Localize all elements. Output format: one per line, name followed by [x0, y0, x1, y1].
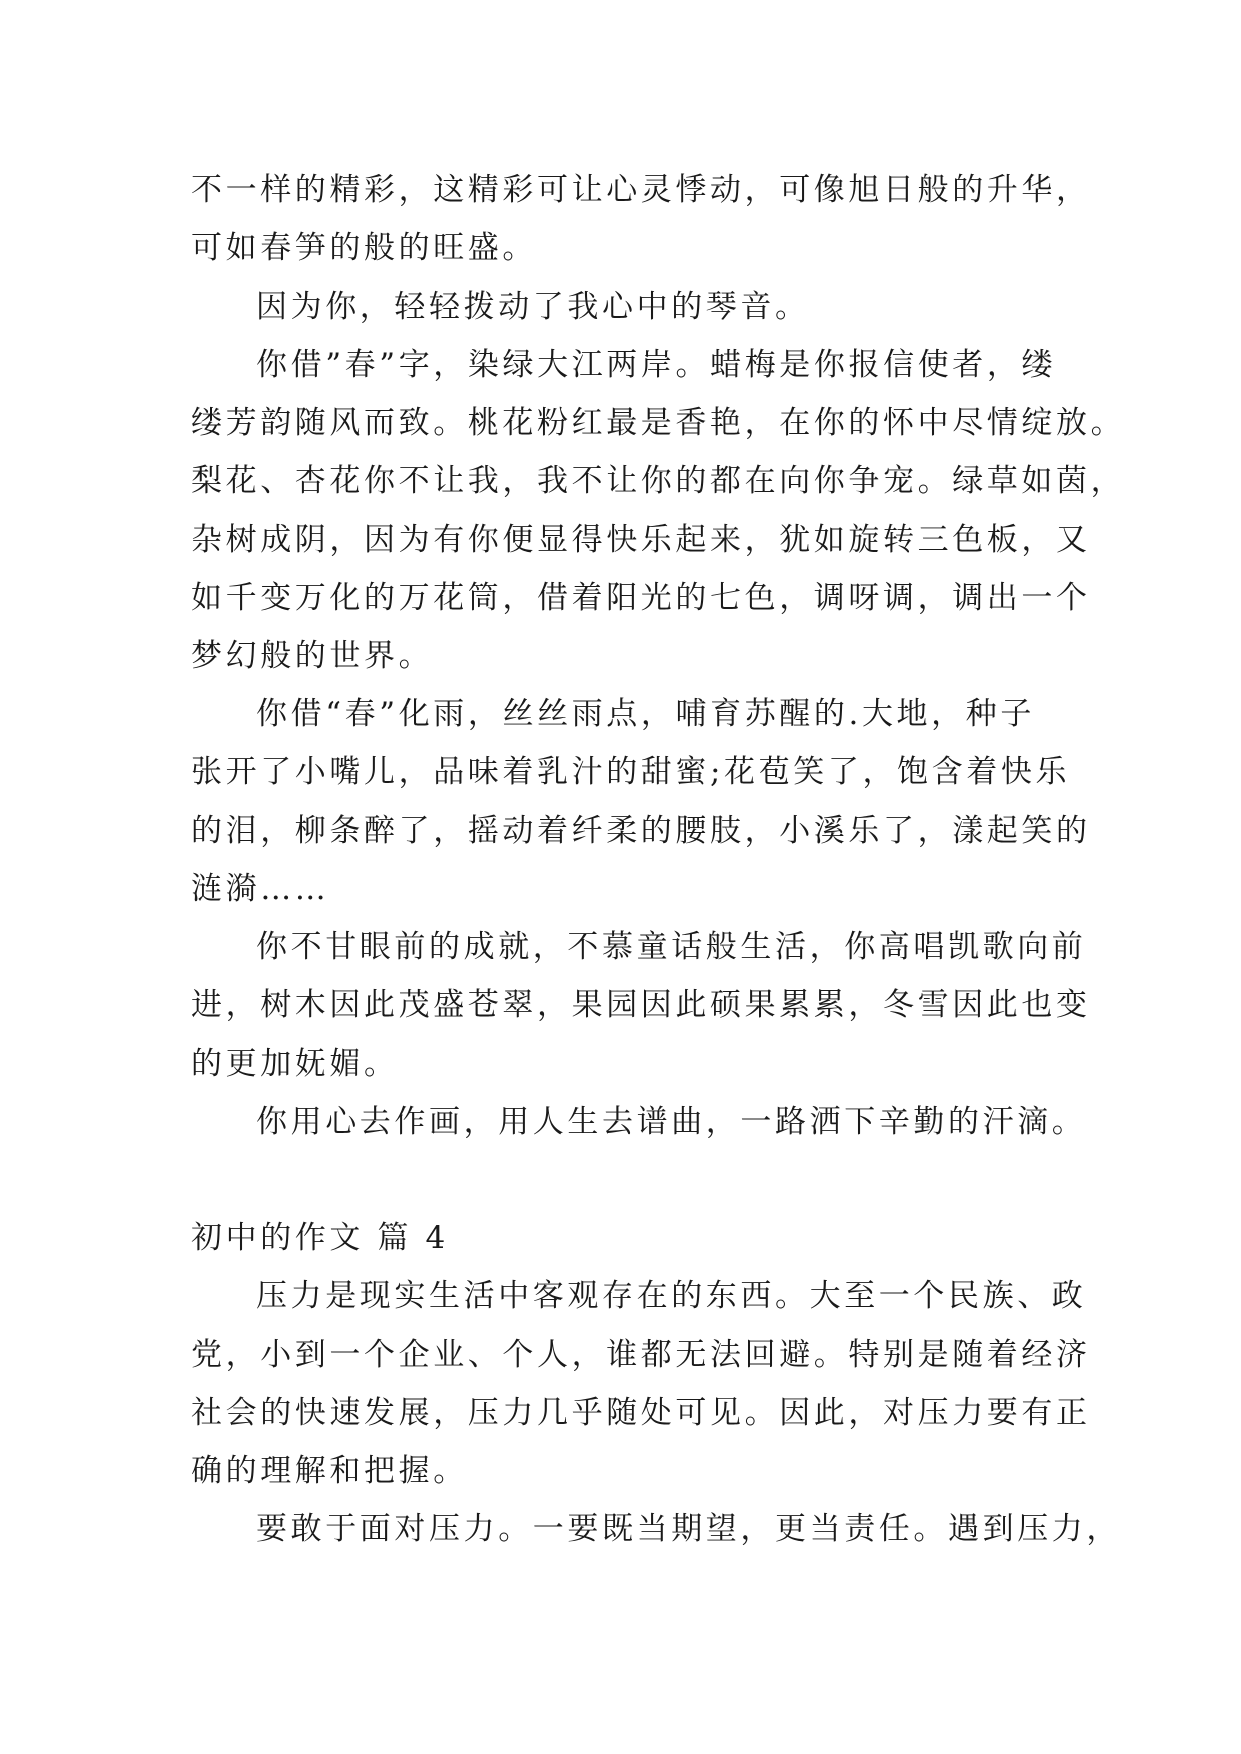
text-line: 不一样的精彩，这精彩可让心灵悸动，可像旭日般的升华，: [191, 172, 1091, 208]
text-line: 党，小到一个企业、个人，谁都无法回避。特别是随着经济: [191, 1337, 1091, 1373]
text-line: 涟漪……: [191, 871, 330, 907]
text-line: 确的理解和把握。: [191, 1453, 468, 1489]
text-line: 的泪，柳条醉了，摇动着纤柔的腰肢，小溪乐了，漾起笑的: [191, 813, 1091, 849]
section-heading: 初中的作文 篇 4: [191, 1220, 449, 1256]
text-line: 你借“春”化雨，丝丝雨点，哺育苏醒的.大地，种子: [256, 696, 1035, 732]
text-line: 要敢于面对压力。一要既当期望，更当责任。遇到压力，: [256, 1511, 1121, 1547]
text-line: 进，树木因此茂盛苍翠，果园因此硕果累累，冬雪因此也变: [191, 987, 1091, 1023]
text-line: 可如春笋的般的旺盛。: [191, 230, 537, 266]
text-line: 梨花、杏花你不让我，我不让你的都在向你争宠。绿草如茵，: [191, 463, 1126, 499]
text-line: 缕芳韵随风而致。桃花粉红最是香艳，在你的怀中尽情绽放。: [191, 405, 1126, 441]
text-line: 梦幻般的世界。: [191, 638, 434, 674]
text-line: 的更加妩媚。: [191, 1046, 399, 1082]
text-line: 你不甘眼前的成就，不慕童话般生活，你高唱凯歌向前: [256, 929, 1087, 965]
text-line: 社会的快速发展，压力几乎随处可见。因此，对压力要有正: [191, 1395, 1091, 1431]
text-line: 如千变万化的万花筒，借着阳光的七色，调呀调，调出一个: [191, 580, 1091, 616]
text-line: 压力是现实生活中客观存在的东西。大至一个民族、政: [256, 1278, 1087, 1314]
text-line: 张开了小嘴儿，品味着乳汁的甜蜜;花苞笑了，饱含着快乐: [191, 754, 1071, 790]
text-line: 你用心去作画，用人生去谱曲，一路洒下辛勤的汗滴。: [256, 1104, 1087, 1140]
text-line: 杂树成阴，因为有你便显得快乐起来，犹如旋转三色板，又: [191, 522, 1091, 558]
text-line: 因为你，轻轻拨动了我心中的琴音。: [256, 289, 810, 325]
text-line: 你借”春”字，染绿大江两岸。蜡梅是你报信使者，缕: [256, 347, 1057, 383]
